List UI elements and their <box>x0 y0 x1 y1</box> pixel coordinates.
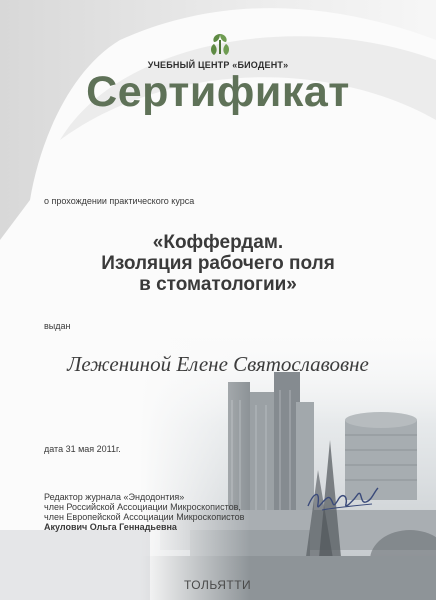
course-title-line: «Коффердам. <box>152 232 284 253</box>
certificate-title: Сертификат <box>86 68 350 116</box>
issued-label: выдан <box>44 321 71 331</box>
editor-name: Акулович Ольга Геннадьевна <box>44 522 177 532</box>
handwritten-signature <box>302 480 382 520</box>
editor-block <box>44 492 244 532</box>
course-title <box>40 232 396 295</box>
organization-name: УЧЕБНЫЙ ЦЕНТР «БИОДЕНТ» <box>147 60 289 70</box>
city-label: ТОЛЬЯТТИ <box>184 578 252 592</box>
biodent-logo-icon <box>205 30 235 60</box>
course-title-line: в стоматологии» <box>139 274 297 295</box>
editor-line: член Российской Ассоциации Микроскопистов, <box>44 502 241 512</box>
course-title-line: Изоляция рабочего поля <box>101 253 335 274</box>
recipient-name: Лежениной Елене Святославовне <box>67 352 369 376</box>
issue-date: дата 31 мая 2011г. <box>44 444 121 454</box>
course-label: о прохождении практического курса <box>44 196 195 206</box>
editor-line: член Европейской Ассоциации Микроскопистов <box>44 512 245 522</box>
editor-line: Редактор журнала «Эндодонтия» <box>44 492 185 502</box>
